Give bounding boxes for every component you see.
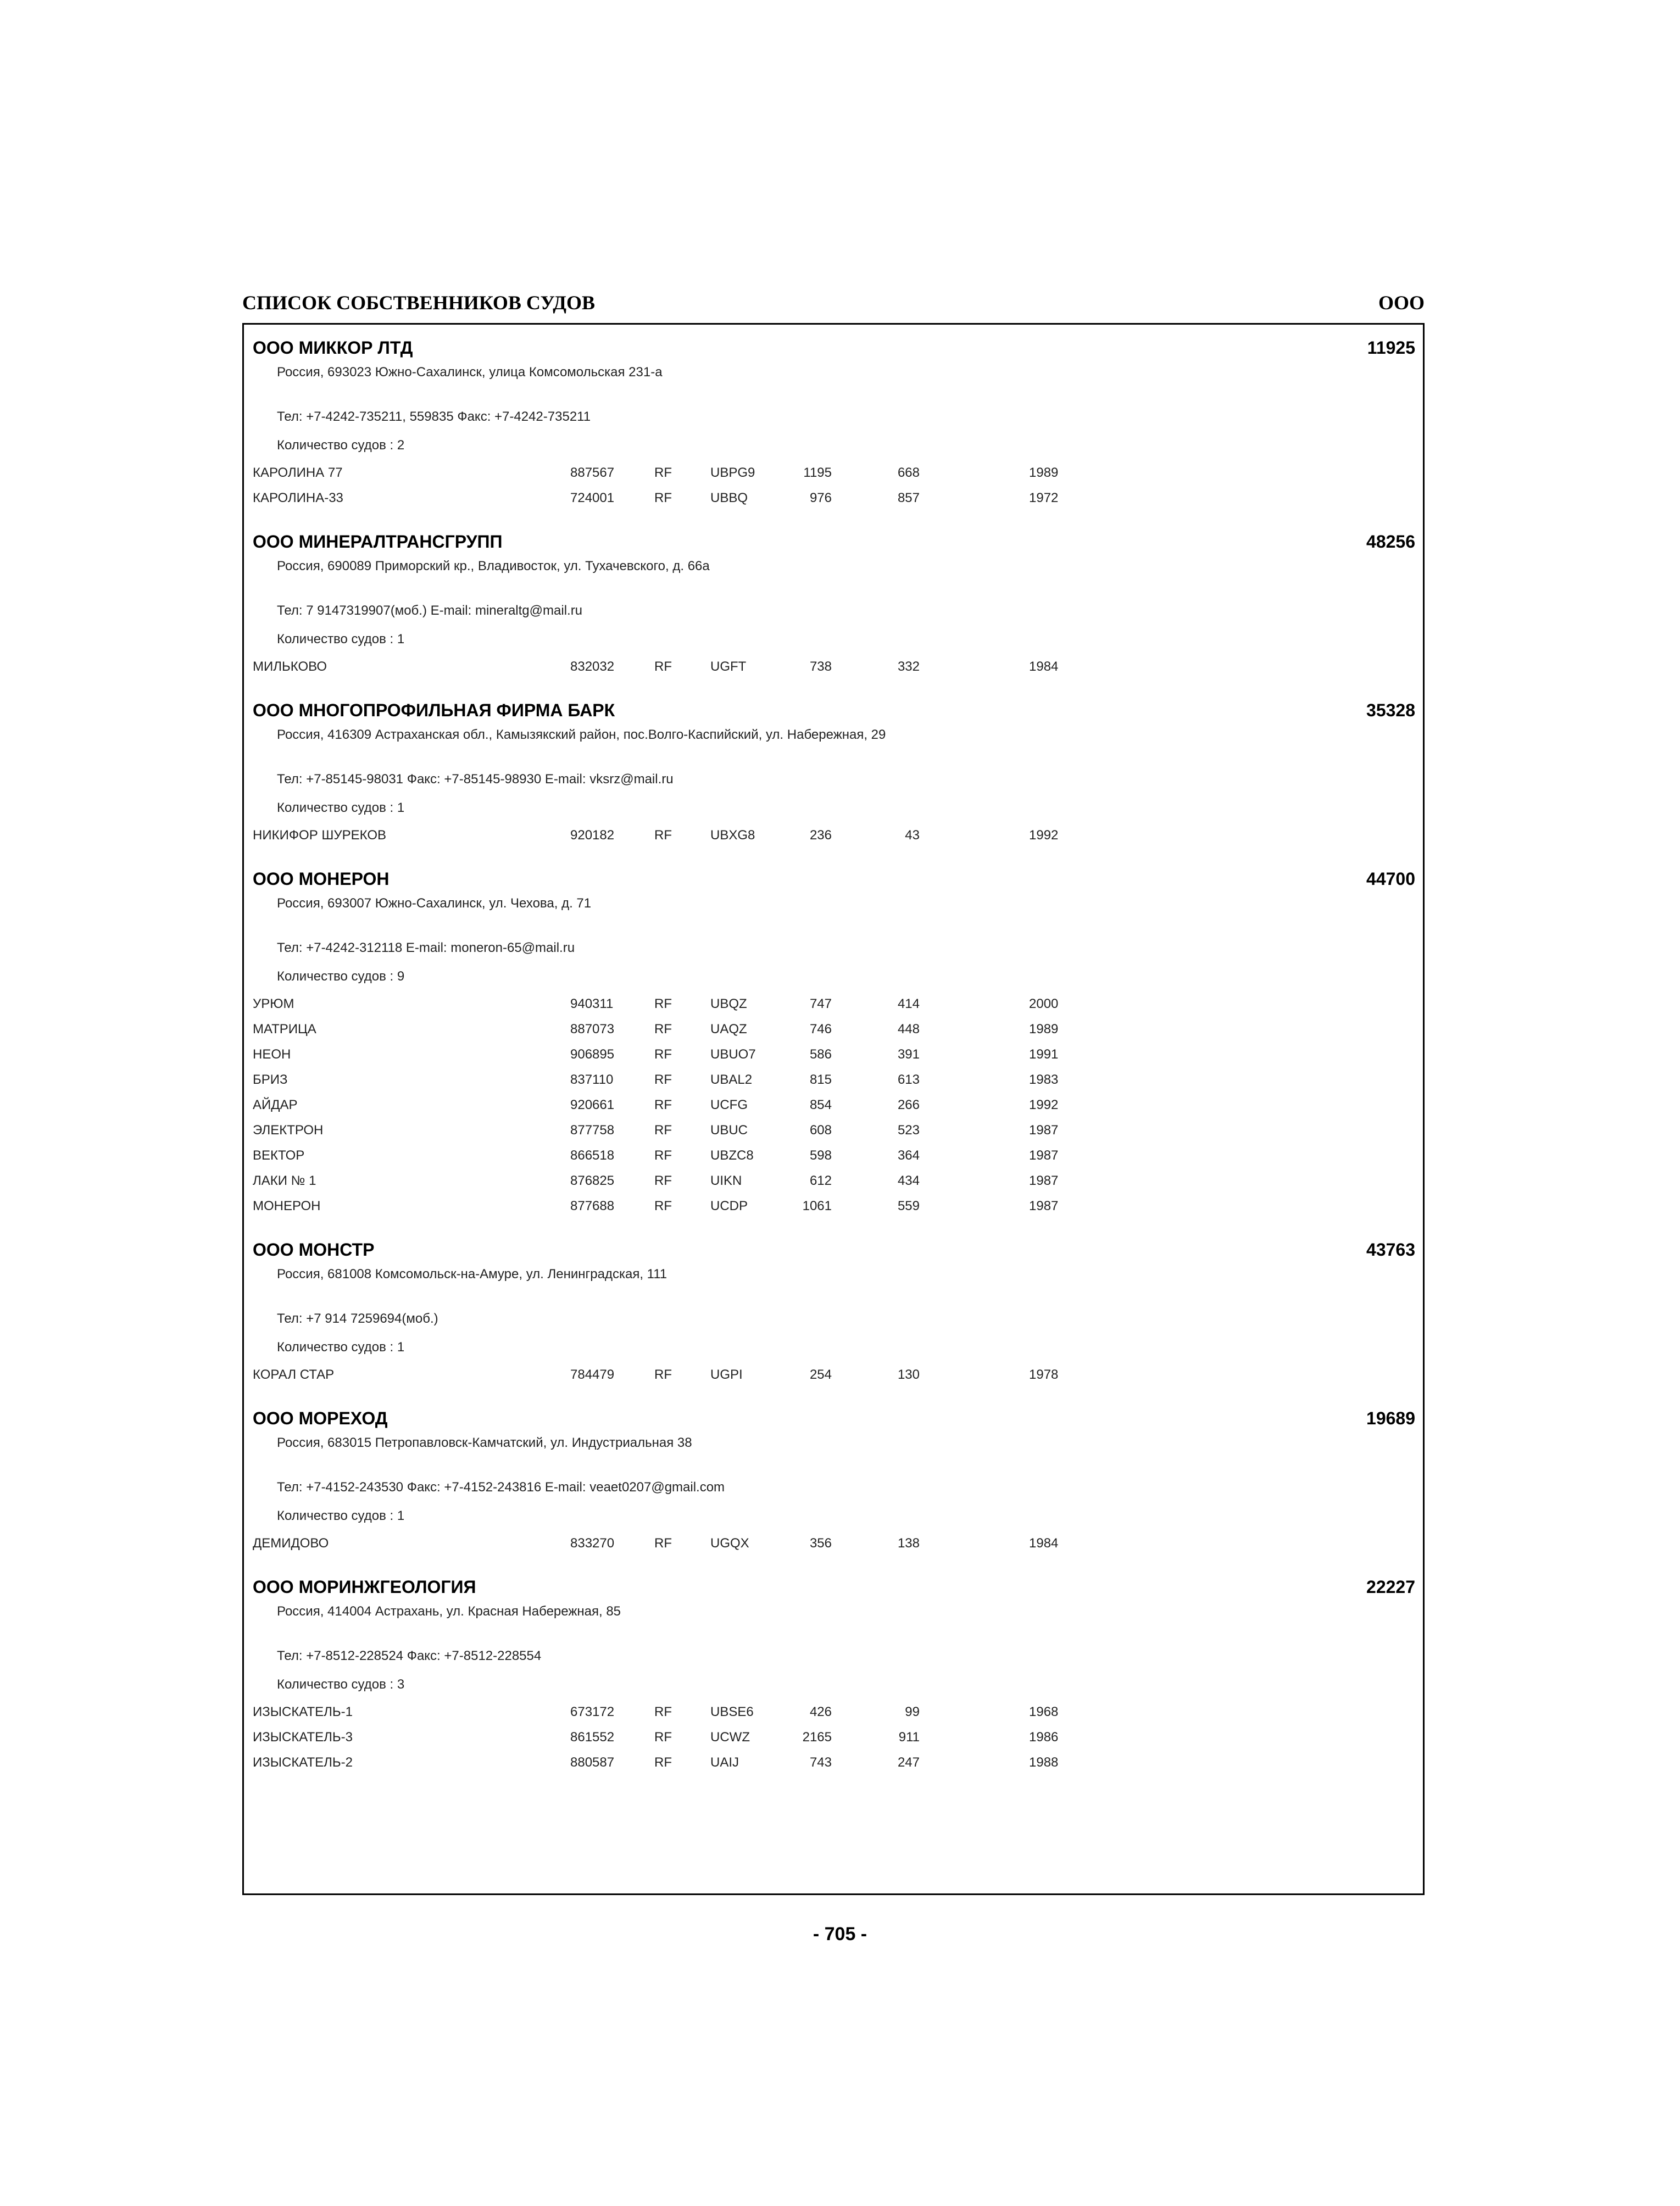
vessel-callsign: UGFT (710, 659, 747, 674)
vessel-flag: RF (654, 1098, 672, 1112)
vessel-count: Количество судов : 2 (277, 438, 405, 453)
company-address: Россия, 683015 Петропавловск-Камчатский, ул. Индустриальная 38 (277, 1435, 692, 1450)
vessel-flag: RF (654, 1367, 672, 1382)
vessel-flag: RF (654, 1755, 672, 1770)
vessel-name: КОРАЛ СТАР (253, 1367, 335, 1382)
vessel-row (244, 995, 1423, 1020)
vessel-number: 880587 (570, 1755, 615, 1770)
vessel-number: 887073 (570, 1022, 615, 1037)
vessel-number: 876825 (570, 1173, 615, 1188)
vessel-name: МИЛЬКОВО (253, 659, 327, 674)
company-contacts: Тел: +7-85145-98031 Факс: +7-85145-98930 E-mail: vksrz@mail.ru (277, 772, 674, 787)
vessel-flag: RF (654, 1536, 672, 1551)
vessel-number: 833270 (570, 1536, 615, 1551)
vessel-count: Количество судов : 1 (277, 632, 405, 647)
vessel-name: НЕОН (253, 1047, 291, 1062)
company-code: 48256 (1366, 532, 1415, 552)
vessel-nt: 99 (905, 1704, 920, 1719)
vessel-year: 1984 (1029, 1536, 1059, 1551)
vessel-gt: 815 (809, 1072, 832, 1087)
vessel-name: НИКИФОР ШУРЕКОВ (253, 828, 387, 843)
vessel-row (244, 1096, 1423, 1121)
vessel-row (244, 1753, 1423, 1779)
vessel-year: 1988 (1029, 1755, 1059, 1770)
vessel-year: 1972 (1029, 491, 1059, 505)
vessel-name: ВЕКТОР (253, 1148, 305, 1163)
vessel-count: Количество судов : 1 (277, 1340, 405, 1355)
vessel-callsign: UBUO7 (710, 1047, 756, 1062)
vessel-callsign: UBZC8 (710, 1148, 754, 1163)
vessel-name: ЭЛЕКТРОН (253, 1123, 324, 1138)
company-code: 19689 (1366, 1408, 1415, 1428)
vessel-callsign: UIKN (710, 1173, 742, 1188)
vessel-number: 920182 (570, 828, 615, 843)
vessel-nt: 332 (897, 659, 920, 674)
vessel-nt: 523 (897, 1123, 920, 1138)
vessel-list (244, 995, 1423, 1222)
vessel-nt: 911 (898, 1730, 920, 1745)
vessel-list (244, 1534, 1423, 1559)
vessel-year: 1991 (1029, 1047, 1059, 1062)
vessel-number: 673172 (570, 1704, 615, 1719)
company-name: ООО МОНЕРОН (253, 869, 390, 889)
vessel-number: 940311 (570, 996, 614, 1011)
vessel-callsign: UBBQ (710, 491, 748, 505)
vessel-number: 832032 (570, 659, 615, 674)
vessel-row (244, 1071, 1423, 1096)
vessel-year: 1983 (1029, 1072, 1059, 1087)
vessel-name: ИЗЫСКАТЕЛЬ-1 (253, 1704, 353, 1719)
company-contacts: Тел: 7 9147319907(моб.) E-mail: mineraltg@mail.ru (277, 603, 583, 618)
vessel-nt: 138 (897, 1536, 920, 1551)
vessel-flag: RF (654, 1072, 672, 1087)
vessel-gt: 743 (809, 1755, 832, 1770)
vessel-flag: RF (654, 465, 672, 480)
company-contacts: Тел: +7 914 7259694(моб.) (277, 1311, 438, 1326)
vessel-gt: 612 (809, 1173, 832, 1188)
vessel-gt: 747 (809, 996, 832, 1011)
company-address: Россия, 693007 Южно-Сахалинск, ул. Чехова, д. 71 (277, 896, 592, 911)
vessel-count: Количество судов : 1 (277, 800, 405, 815)
vessel-flag: RF (654, 996, 672, 1011)
vessel-callsign: UBPG9 (710, 465, 755, 480)
vessel-callsign: UGQX (710, 1536, 749, 1551)
vessel-number: 784479 (570, 1367, 615, 1382)
company-contacts: Тел: +7-4242-735211, 559835 Факс: +7-4242-735211 (277, 409, 591, 424)
page-number: - 705 - (813, 1924, 867, 1945)
vessel-count: Количество судов : 3 (277, 1677, 405, 1692)
vessel-year: 1989 (1029, 465, 1059, 480)
vessel-list (244, 658, 1423, 683)
vessel-flag: RF (654, 1148, 672, 1163)
vessel-gt: 746 (809, 1022, 832, 1037)
vessel-list (244, 464, 1423, 514)
vessel-nt: 434 (897, 1173, 920, 1188)
vessel-gt: 586 (809, 1047, 832, 1062)
vessel-count: Количество судов : 9 (277, 969, 405, 984)
vessel-row (244, 1534, 1423, 1559)
vessel-name: ЛАКИ № 1 (253, 1173, 316, 1188)
vessel-nt: 130 (897, 1367, 920, 1382)
vessel-nt: 391 (897, 1047, 920, 1062)
vessel-year: 1987 (1029, 1173, 1059, 1188)
vessel-callsign: UBXG8 (710, 828, 755, 843)
company-code: 43763 (1366, 1240, 1415, 1260)
vessel-flag: RF (654, 828, 672, 843)
vessel-nt: 43 (905, 828, 920, 843)
vessel-callsign: UBSE6 (710, 1704, 754, 1719)
company-contacts: Тел: +7-8512-228524 Факс: +7-8512-228554 (277, 1648, 542, 1663)
company-address: Россия, 690089 Приморский кр., Владивосток, ул. Тухачевского, д. 66а (277, 559, 710, 573)
company-name: ООО МОРЕХОД (253, 1408, 388, 1428)
vessel-name: ИЗЫСКАТЕЛЬ-3 (253, 1730, 353, 1745)
vessel-callsign: UCFG (710, 1098, 748, 1112)
vessel-number: 877688 (570, 1199, 615, 1213)
vessel-name: УРЮМ (253, 996, 294, 1011)
vessel-year: 1978 (1029, 1367, 1059, 1382)
vessel-row (244, 1366, 1423, 1391)
company-name: ООО МИККОР ЛТД (253, 338, 413, 358)
vessel-year: 1989 (1029, 1022, 1059, 1037)
vessel-gt: 1195 (803, 465, 832, 480)
vessel-nt: 364 (897, 1148, 920, 1163)
vessel-gt: 356 (809, 1536, 832, 1551)
vessel-year: 1987 (1029, 1123, 1059, 1138)
vessel-row (244, 658, 1423, 683)
vessel-gt: 1061 (802, 1199, 832, 1213)
vessel-nt: 448 (897, 1022, 920, 1037)
company-contacts: Тел: +7-4242-312118 E-mail: moneron-65@mail.ru (277, 940, 575, 955)
vessel-name: КАРОЛИНА 77 (253, 465, 343, 480)
company-code: 11925 (1367, 338, 1415, 358)
vessel-nt: 414 (897, 996, 920, 1011)
vessel-number: 861552 (570, 1730, 615, 1745)
vessel-year: 1992 (1029, 1098, 1059, 1112)
vessel-year: 1968 (1029, 1704, 1059, 1719)
vessel-number: 906895 (570, 1047, 615, 1062)
vessel-name: МАТРИЦА (253, 1022, 316, 1037)
vessel-year: 1987 (1029, 1148, 1059, 1163)
vessel-flag: RF (654, 1022, 672, 1037)
vessel-name: МОНЕРОН (253, 1199, 321, 1213)
vessel-nt: 613 (897, 1072, 920, 1087)
vessel-gt: 854 (809, 1098, 832, 1112)
vessel-gt: 254 (809, 1367, 832, 1382)
vessel-year: 1984 (1029, 659, 1059, 674)
vessel-nt: 266 (897, 1098, 920, 1112)
vessel-flag: RF (654, 1047, 672, 1062)
vessel-number: 887567 (570, 465, 615, 480)
vessel-list (244, 1366, 1423, 1391)
page-header (242, 287, 1425, 317)
vessel-row (244, 1728, 1423, 1753)
vessel-number: 866518 (570, 1148, 615, 1163)
vessel-flag: RF (654, 1704, 672, 1719)
vessel-gt: 738 (809, 659, 832, 674)
vessel-gt: 236 (809, 828, 832, 843)
vessel-row (244, 1172, 1423, 1197)
company-name: ООО МНОГОПРОФИЛЬНАЯ ФИРМА БАРК (253, 700, 615, 720)
vessel-callsign: UGPI (710, 1367, 743, 1382)
vessel-gt: 426 (809, 1704, 832, 1719)
vessel-nt: 247 (897, 1755, 920, 1770)
vessel-flag: RF (654, 491, 672, 505)
vessel-row (244, 1121, 1423, 1146)
vessel-gt: 598 (809, 1148, 832, 1163)
vessel-row (244, 1146, 1423, 1172)
vessel-row (244, 489, 1423, 514)
vessel-flag: RF (654, 1173, 672, 1188)
vessel-row (244, 1197, 1423, 1222)
vessel-name: КАРОЛИНА-33 (253, 491, 343, 505)
vessel-callsign: UBQZ (710, 996, 747, 1011)
company-address: Россия, 414004 Астрахань, ул. Красная Набережная, 85 (277, 1604, 621, 1619)
company-address: Россия, 693023 Южно-Сахалинск, улица Комсомольская 231-а (277, 365, 663, 380)
vessel-year: 2000 (1029, 996, 1059, 1011)
company-code: 35328 (1366, 700, 1415, 720)
vessel-name: ИЗЫСКАТЕЛЬ-2 (253, 1755, 353, 1770)
vessel-year: 1986 (1029, 1730, 1059, 1745)
vessel-name: ДЕМИДОВО (253, 1536, 329, 1551)
vessel-name: АЙДАР (253, 1098, 298, 1112)
page-title: СПИСОК СОБСТВЕННИКОВ СУДОВ (242, 292, 596, 314)
vessel-row (244, 464, 1423, 489)
vessel-name: БРИЗ (253, 1072, 288, 1087)
vessel-nt: 559 (897, 1199, 920, 1213)
section-label: ООО (1378, 292, 1425, 314)
vessel-list (244, 1703, 1423, 1779)
vessel-callsign: UCWZ (710, 1730, 750, 1745)
vessel-number: 920661 (570, 1098, 615, 1112)
vessel-gt: 608 (809, 1123, 832, 1138)
company-contacts: Тел: +7-4152-243530 Факс: +7-4152-243816 E-mail: veaet0207@gmail.com (277, 1480, 725, 1495)
vessel-year: 1987 (1029, 1199, 1059, 1213)
company-address: Россия, 416309 Астраханская обл., Камызякский район, пос.Волго-Каспийский, ул. Набережная, 29 (277, 727, 886, 742)
vessel-gt: 2165 (802, 1730, 832, 1745)
vessel-nt: 668 (897, 465, 920, 480)
vessel-flag: RF (654, 1730, 672, 1745)
vessel-row (244, 1703, 1423, 1728)
vessel-number: 877758 (570, 1123, 615, 1138)
vessel-callsign: UCDP (710, 1199, 748, 1213)
vessel-callsign: UBAL2 (710, 1072, 753, 1087)
vessel-callsign: UAQZ (710, 1022, 747, 1037)
company-address: Россия, 681008 Комсомольск-на-Амуре, ул. Ленинградская, 111 (277, 1267, 667, 1282)
vessel-number: 837110 (570, 1072, 614, 1087)
vessel-list (244, 826, 1423, 851)
company-name: ООО МИНЕРАЛТРАНСГРУПП (253, 532, 503, 552)
vessel-row (244, 1045, 1423, 1071)
company-code: 22227 (1366, 1577, 1415, 1597)
company-code: 44700 (1366, 869, 1415, 889)
vessel-row (244, 1020, 1423, 1045)
vessel-callsign: UBUC (710, 1123, 748, 1138)
vessel-nt: 857 (897, 491, 920, 505)
vessel-number: 724001 (570, 491, 615, 505)
vessel-flag: RF (654, 1123, 672, 1138)
vessel-count: Количество судов : 1 (277, 1508, 405, 1523)
company-name: ООО МОРИНЖГЕОЛОГИЯ (253, 1577, 476, 1597)
vessel-gt: 976 (809, 491, 832, 505)
vessel-callsign: UAIJ (710, 1755, 739, 1770)
vessel-row (244, 826, 1423, 851)
vessel-flag: RF (654, 1199, 672, 1213)
vessel-year: 1992 (1029, 828, 1059, 843)
company-name: ООО МОНСТР (253, 1240, 375, 1260)
vessel-flag: RF (654, 659, 672, 674)
owners-frame (242, 323, 1425, 1895)
